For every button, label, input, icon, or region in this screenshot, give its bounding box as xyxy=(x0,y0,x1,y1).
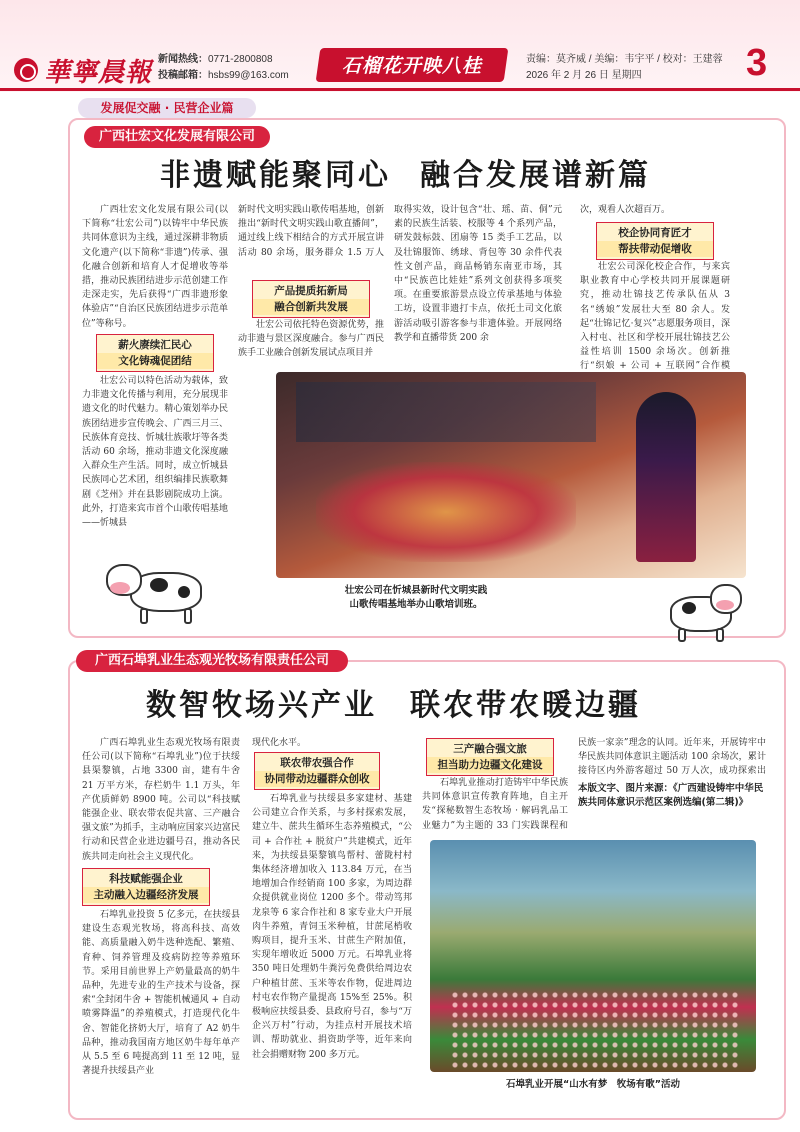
article1-col4b-text: 壮宏公司深化校企合作，与来宾职业教育中心学校共同开展课题研究，推动壮锦技艺传承队伍从 3 名“绣娘”发展壮大至 80 余人。发起“壮锦记忆·复兴”志愿服务项目，深入村屯、社区和学校开展壮锦技艺公益性培训 1500 余场次。创新推行“织娘 + 公司 + 互联网”合作模 xyxy=(580,262,730,372)
article2-subhead3 xyxy=(426,738,554,776)
photo-crowd xyxy=(450,990,740,1070)
cow-leg xyxy=(678,628,686,642)
article1-subhead2-line1: 产品提质拓新局 xyxy=(274,285,348,297)
article2-headline-right: 联农带农暖边疆 xyxy=(410,688,641,723)
article1-headline-left: 非遗赋能聚同心 xyxy=(160,158,391,193)
article1-caption xyxy=(276,584,556,612)
article2-col2b-text: 石埠乳业与扶绥县多家建材、基建公司建立合作关系，与多村探索发展，建立牛、蔗共生循环生态养殖模式，“公司 + 合作社 + 脱贫户”共建模式，近年来，为扶绥县渠黎镇鸟帮村、蕾陇村村集体经济增加收入 113.84 万元，在当地增加合作经销商 100 多家，为周边群众提供就业岗位 1200 多个。带动笃邦龙泉等 6 家合作社和 8 家专业大户开展肉牛养殖，青饲玉米种植，甘蔗尾梢收购项目，提升玉米、甘蔗生产附加值，实现年增收近 5000 万元。石埠乳业将 350 吨日处理奶牛粪污免费供给周边农户种植甘蔗、玉米等农作物，促进周边村屯农作物产量提高 15%至 25%。积极响应扶绥县委、县政府号召，参与“万企兴万村”行动，为挂点村开展技术培训、帮助就业、捐资助学等，近年来向社会捐赠财物 200 多万元。 xyxy=(252,794,412,1060)
cow-illustration-right xyxy=(660,580,750,650)
hotline-number: 0771-2800808 xyxy=(208,54,273,65)
photo-audience xyxy=(316,462,576,562)
article1-subhead1-line2: 文化铸魂促团结 xyxy=(97,353,213,369)
article2-subhead1-line1: 科技赋能强企业 xyxy=(109,873,183,885)
article1-subhead3 xyxy=(596,222,714,260)
article2-subhead3-line1: 三产融合强文旅 xyxy=(453,743,527,755)
photo-backdrop xyxy=(296,382,596,442)
article1-photo-singing-class xyxy=(276,372,746,578)
article1-subhead3-line2: 帮扶带动促增收 xyxy=(597,241,713,257)
article1-col2b-text: 壮宏公司依托特色资源优势，推动非遗与景区深度融合。参与广西民族手工业融合创新发展试点项目并 xyxy=(238,320,384,359)
article2-col2a-text: 现代化水平。 xyxy=(252,738,307,748)
article1-col1-text: 广西壮宏文化发展有限公司(以下简称“壮宏公司”)以铸牢中华民族共同体意识为主线，通过深耕非物质文化遗产(以下简称“非遗”)传承、强化融合创新和培育人才促增收等举措，推动民族团结进步示范创建工作走深走实，先后获得“广西非遗形象体验店”“自治区民族团结进步示范单位”等称号。 xyxy=(82,205,228,329)
article2-subhead2-line1: 联农带农强合作 xyxy=(280,757,354,769)
editors-line: 责编：莫齐威 / 美编：韦宇平 / 校对：王建蓉 xyxy=(526,54,723,65)
cow-illustration-left xyxy=(100,556,210,626)
cow-leg xyxy=(140,608,148,624)
article1-company-tag: 广西壮宏文化发展有限公司 xyxy=(84,126,270,148)
article1-col2a-text: 新时代文明实践山歌传唱基地，创新推出“新时代文明实践山歌直播间”，通过线上线下相结合的方式开展宣讲活动 80 余场，服务群众 1.5 万人 xyxy=(238,205,384,258)
email-label: 投稿邮箱： xyxy=(158,70,208,81)
article1-subhead2-line2: 融合创新共发展 xyxy=(253,299,369,315)
article2-subhead2 xyxy=(254,752,380,790)
article2-headline-left: 数智牧场兴产业 xyxy=(146,688,377,723)
article1-col1b-text: 壮宏公司以特色活动为载体，致力非遗文化传播与利用，充分展现非遗文化的时代魅力。精心策划举办民族团结进步宣传晚会、广西三月三、民族体育竞技、忻城壮族歌圩等各类活动 60 余场，推动非遗文化深度融入群众生产生活。同时，成立忻城县民族同心艺术团，组织编排民族歌舞剧《芝州》并在县影剧院成功上演。此外，打造来宾市首个山歌传唱基地——忻城县 xyxy=(82,376,228,529)
article2-subhead1 xyxy=(82,868,210,906)
article2-col1-text: 广西石埠乳业生态观光牧场有限责任公司(以下简称“石埠乳业”)位于扶绥县渠黎镇，占地 3300 亩，建有牛舍 21 万平方米，存栏奶牛 1.1 万头，年产优质鲜奶 8900 吨。公司以“科技赋能强企业、联农带农促共富、三产融合强文旅”为抓手，主动响应国家兴边富民行动和民营企业进边疆号召，推动各民族共同走向社会主义现代化。 xyxy=(82,738,240,862)
newspaper-logo-icon xyxy=(14,58,38,82)
article2-col3-text: 石埠乳业推动打造铸牢中华民族共同体意识宣传教育阵地，自主开发“探秘数智生态牧场 · 解码乳品工业魅力”为主题的 33 门实践课程和 xyxy=(422,778,568,831)
cow-nose xyxy=(716,600,734,610)
article1-caption-line2: 山歌传唱基地举办山歌培训班。 xyxy=(349,599,483,610)
article1-caption-line1: 壮宏公司在忻城县新时代文明实践 xyxy=(344,585,488,596)
article2-col4-text: 民族一家亲”理念的认同。近年来，开展铸牢中华民族共同体意识主题活动 100 余场次，累计接待区内外游客超过 50 万人次，成功探索出 xyxy=(578,738,766,777)
article2-subhead3-line2: 担当助力边疆文化建设 xyxy=(427,757,553,773)
cow-leg xyxy=(184,608,192,624)
article2-col1b-text: 石埠乳业投资 5 亿多元，在扶绥县建设生态观光牧场，将高科技、高效能、高质量融入奶牛选种选配、繁殖、育种、饲养管理及疫病防控等养殖环节。采用目前世界上产奶量最高的奶牛品种，先进专业的生产技术与设备，探索“全封闭牛舍 + 智能机械通风 + 自动喷雾降温”的养殖模式，打造现代化牛舍、智能化挤奶大厅，培育了 A2 奶牛品种，推动我国南方地区奶牛每年单产从 5.5 至 6 吨提高到 11 至 12 吨，显著提升扶绥县产业 xyxy=(82,910,240,1077)
paper-name: 華寧晨報 xyxy=(44,58,153,88)
article2-subhead2-line2: 协同带动边疆群众创收 xyxy=(255,771,379,787)
page-number: 3 xyxy=(746,42,768,84)
cow-leg xyxy=(716,628,724,642)
article2-photo-festival xyxy=(430,840,756,1072)
column-banner xyxy=(78,98,256,118)
email-address: hsbs99@163.com xyxy=(208,70,289,81)
article2-company-tag: 广西石埠乳业生态观光牧场有限责任公司 xyxy=(76,650,348,672)
article1-subhead3-line1: 校企协同育匠才 xyxy=(618,227,692,239)
photo-singer xyxy=(636,392,696,562)
column-banner-text: 发展促交融 · 民营企业篇 xyxy=(100,101,234,115)
section-title: 石榴花开映八桂 xyxy=(341,55,482,77)
cow-nose xyxy=(110,582,130,594)
article1-col3-text: 取得实效，设计包含“壮、瑶、苗、侗”元素的民族生活装、校服等 4 个系列产品，研发鼓标鼓、团扇等 15 类手工艺品，以及壮锦服饰、绣球、背包等 30 余件代表性文创产品，商品畅销东南亚市场，其中“民族芭比娃娃”系列文创获得多项奖项。在重要旅游景点设立传承基地与体验工坊，设置非遗打卡点，依托土司文化旅游活动吸引游客参与非遗体验。开展网络教学和直播带货 200 余 xyxy=(394,205,562,343)
article1-col4a-text: 次，观看人次超百万。 xyxy=(580,205,671,215)
article2-subhead1-line2: 主动融入边疆经济发展 xyxy=(83,887,209,903)
cow-spot xyxy=(150,578,168,592)
article1-subhead1-line1: 薪火赓续汇民心 xyxy=(118,339,192,351)
hotline-label: 新闻热线： xyxy=(158,54,208,65)
article1-headline-right: 融合发展谱新篇 xyxy=(420,158,651,193)
editor-credits xyxy=(526,52,723,84)
cow-spot xyxy=(682,602,696,614)
masthead-rule xyxy=(0,88,800,91)
article2-caption: 石埠乳业开展“山水有梦 牧场有歌”活动 xyxy=(506,1079,680,1090)
contact-info xyxy=(158,52,289,84)
cow-spot xyxy=(178,586,190,598)
article1-subhead2 xyxy=(252,280,370,318)
article1-subhead1 xyxy=(96,334,214,372)
issue-date: 2026 年 2 月 26 日 星期四 xyxy=(526,70,642,81)
article2-source-note: 本版文字、图片来源：《广西建设铸牢中华民族共同体意识示范区案例选编(第二辑)》 xyxy=(578,783,764,808)
